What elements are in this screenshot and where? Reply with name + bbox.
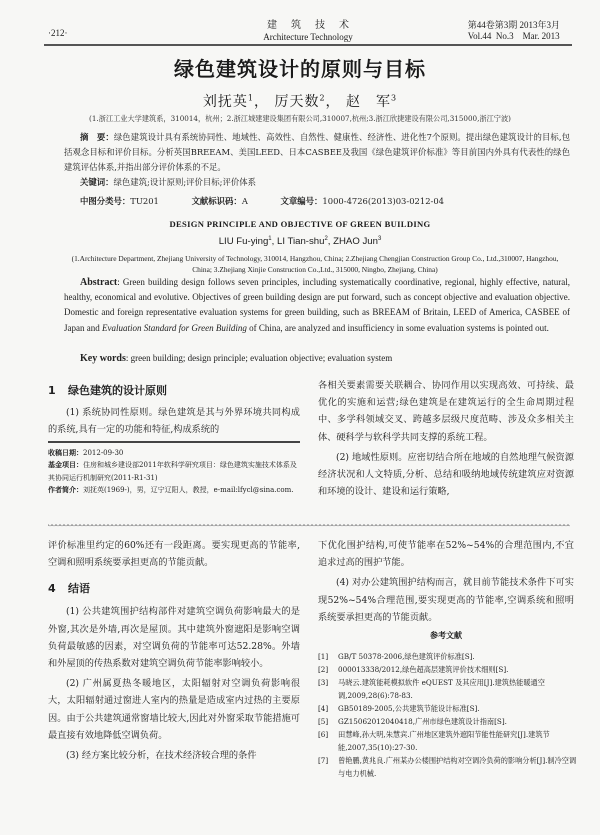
section-title: 绿色建筑的设计原则 [68,384,167,397]
section-title: 结语 [68,582,90,596]
affiliation-en: (1.Architecture Department, Zhejiang University of Technology, 310014, Hangzhou, China; 2.Zhejiang Chengjian Construction Group Co., Ltd.,310007, Hangzhou, China; 3.Zhejiang Xinjie Construction Co.,Ltd., 315000, Ningbo, Zhejiang, China) [71,254,559,274]
reference-item [318,663,580,676]
reference-index: [4] [318,704,329,713]
author-name: 赵 军 [346,94,391,110]
reference-item [318,754,580,780]
reference-index: [2] [318,665,329,674]
journal-name-en: Architecture Technology [263,32,353,42]
article-title-cn: 绿色建筑设计的原则与目标 [174,57,426,81]
abstract-en [64,275,570,336]
fund-label: 基金项目： [48,461,83,470]
abstract-cn [64,130,570,175]
paragraph: (3) 经方案比较分析，在技术经济较合理的条件 [66,750,257,762]
author-bio-label: 作者简介： [48,485,83,494]
wavy-divider [48,524,570,529]
keywords-en-text: : green building; design principle; evaluation objective; evaluation system [125,353,393,363]
keywords-cn [80,176,256,188]
issue-info-cn: 第44卷第3期 2013年3月 [467,20,560,30]
author-affil-mark: 1 [268,236,272,242]
received-label: 收稿日期： [48,449,83,457]
fund-value: 住房和城乡建设部2011年软科学研究项目：绿色建筑实施技术体系及其协同运行机制研究(2011-R1-31) [48,461,297,482]
author-name: 刘抚英 [202,94,248,110]
journal-name [228,20,388,43]
abstract-en-italic: Evaluation Standard for Green Building [102,322,247,333]
keywords-en [80,353,392,364]
author-affil-mark: 3 [391,93,398,103]
issue-info [468,20,560,42]
reference-index: [6] [318,730,329,739]
reference-index: [1] [318,652,329,661]
author-name-en: LI Tian-shu [276,236,325,248]
journal-name-cn: 建筑技术 [267,20,363,31]
reference-text: GB/T 50378-2006,绿色建筑评价标准[S]. [338,652,475,661]
page-number: ·212· [48,28,68,38]
footnote-rule [48,441,300,443]
abstract-en-text: : Green building design follows seven principles, including systematically coordinative, regional, highly effective, natural, healthy, economical and evolutive. Objectives of green building design are put forward, such as concept objective and evaluation objective. Domestic and foreign representative evaluation systems for green building, such as BREEAM of Britain, LEED of America, CASBEE of Japan and [64,277,570,333]
author-affil-mark: 2 [319,93,326,103]
reference-item [318,650,580,663]
reference-item [318,702,580,715]
received-date [48,447,300,459]
reference-item [318,728,580,754]
running-header [48,18,570,44]
upper-right-column [318,377,574,500]
references-title: 参考文献 [430,631,462,640]
section-number: 1 [48,384,56,397]
reference-item [318,676,580,702]
author-affil-mark: 2 [324,236,328,242]
received-value: 2012-09-30 [83,449,124,457]
affiliation-cn: (1.浙江工业大学建筑系，310014，杭州；2.浙江城建建设集团有限公司,310007,杭州;3.浙江欣捷建设有限公司,315000,浙江宁波) [89,114,511,123]
paragraph: (1) 系统协同性原则。绿色建筑是其与外界环境共同构成的系统,具有一定的功能和特征,构成系统的 [48,407,300,436]
author-bio-value: 刘抚英(1969-)，男，辽宁辽阳人，教授，e-mail:lfycl@sina.com. [83,485,294,494]
clc-label: 中图分类号： [80,196,131,206]
reference-item [318,715,580,728]
paragraph: 下优化围护结构,可使节能率在52%~54%的合理范围内,不宜追求过高的围护节能。 [318,540,574,569]
fund-info [48,459,300,484]
upper-left-column [48,381,300,438]
reference-list [318,650,580,780]
doc-code-label: 文献标识码： [191,196,242,206]
abstract-en-label: Abstract [80,277,118,288]
reference-text: GZ15062012040418,广州市绿色建筑设计指南[S]. [338,717,507,726]
reference-index: [5] [318,717,329,726]
reference-index: [3] [318,678,329,687]
reference-text: 马晓云.建筑能耗模拟软件 eQUEST 及其应用[J].建筑热能暖通空调,2009,28(6):78-83. [338,678,545,700]
paragraph: (4) 对办公建筑围护结构而言，就目前节能技术条件下可实现52%~54%合理范围,要实现更高的节能率,空调系统和照明系统要承担更高的节能贡献。 [318,577,574,623]
clc-value: TU201 [130,196,159,206]
issue-info-en: Vol.44 No.3 Mar. 2013 [467,31,560,41]
paragraph: 各相关要素需要关联耦合、协同作用以实现高效、可持续、最优化的实施和运营;绿色建筑是在建筑运行的全生命周期过程中、多学科领域交叉、跨越多层级尺度范畴、涉及众多相关主体、硬科学与软科学共同支撑的系统工程。 [318,380,574,443]
lower-right-column [318,537,574,626]
abstract-en-text: of China, are analyzed and insufficiency in some evaluation systems is pointed out. [246,322,549,333]
keywords-cn-label: 关键词： [80,177,114,187]
reference-text: 田慧峰,孙大明,朱慧宾.广州地区建筑外遮阳节能性能研究[J].建筑节能,2007,35(10):27-30. [338,730,550,752]
keywords-cn-text: 绿色建筑;设计原则;评价目标;评价体系 [113,177,256,187]
author-name-en: LIU Fu-ying [218,236,269,248]
article-no-label: 文章编号： [280,196,323,206]
reference-index: [7] [318,756,329,765]
classification-line [80,195,444,207]
author-affil-mark: 1 [247,93,254,103]
lower-left-column [48,537,300,764]
header-rule [44,44,572,46]
author-name-en: ZHAO Jun [333,236,378,248]
article-no-value: 1000-4726(2013)03-0212-04 [322,196,445,206]
keywords-en-label: Key words [80,353,126,364]
author-bio [48,484,300,496]
doc-code-value: A [241,196,248,206]
authors-en: LIU Fu-ying$^1$, LI Tian-shu$^2$, ZHAO Jun$^3$ [218,236,382,248]
footnotes [48,447,300,496]
section-number: 4 [48,582,56,596]
section-heading [48,381,300,401]
abstract-cn-label: 摘 要： [80,132,114,142]
section-heading [48,579,300,599]
paragraph: (1) 公共建筑围护结构部件对建筑空调负荷影响最大的是外窗,其次是外墙,再次是屋顶。其中建筑外窗遮阳是影响空调负荷最敏感的因素，对空调负荷的节能率可达52.28%。外墙和外屋顶的传热系数对建筑空调负荷节能率影响较小。 [48,606,300,670]
author-affil-mark: 3 [377,236,382,242]
author-name: 厉天数 [274,94,320,110]
authors-cn: 刘抚英$^1$， 厉天数$^2$， 赵 军$^3$ [202,93,398,110]
reference-text: GB50189-2005,公共建筑节能设计标准[S]. [338,704,480,713]
paragraph: 评价标准里约定的60%还有一段距离。要实现更高的节能率,空调和照明系统要承担更高的节能贡献。 [48,540,300,569]
reference-text: 曾艳鹏,黄兆良.广州某办公楼围护结构对空调冷负荷的影响分析[J].制冷空调与电力机械. [338,756,577,778]
reference-text: 000013338/2012,绿色超高层建筑评价技术细则[S]. [338,665,509,674]
article-title-en: DESIGN PRINCIPLE AND OBJECTIVE OF GREEN BUILDING [169,219,431,229]
abstract-cn-text: 绿色建筑设计具有系统协同性、地域性、高效性、自然性、健康性、经济性、进化性7个原则。提出绿色建筑设计的目标,包括观念目标和评价目标。分析英国BREEAM、美国LEED、日本CASBEE及我国《绿色建筑评价标准》等目前国内外具有代表性的绿色建筑评估体系,并指出部分评价体系的不足。 [64,132,570,172]
paragraph: (2) 地域性原则。应密切结合所在地域的自然地理气候资源经济状况和人文特质,分析、总结和吸纳地域传统建筑应对资源和环境的设计、建设和运行策略, [318,451,574,498]
paragraph: (2) 广州属夏热冬暖地区，太阳辐射对空调负荷影响很大，太阳辐射通过窗进人室内的热量是造成室内过热的主要原因。由于公共建筑通常窗墙比较大,因此对外窗采取节能措施可最直接有效地降低空调负荷。 [48,678,300,741]
